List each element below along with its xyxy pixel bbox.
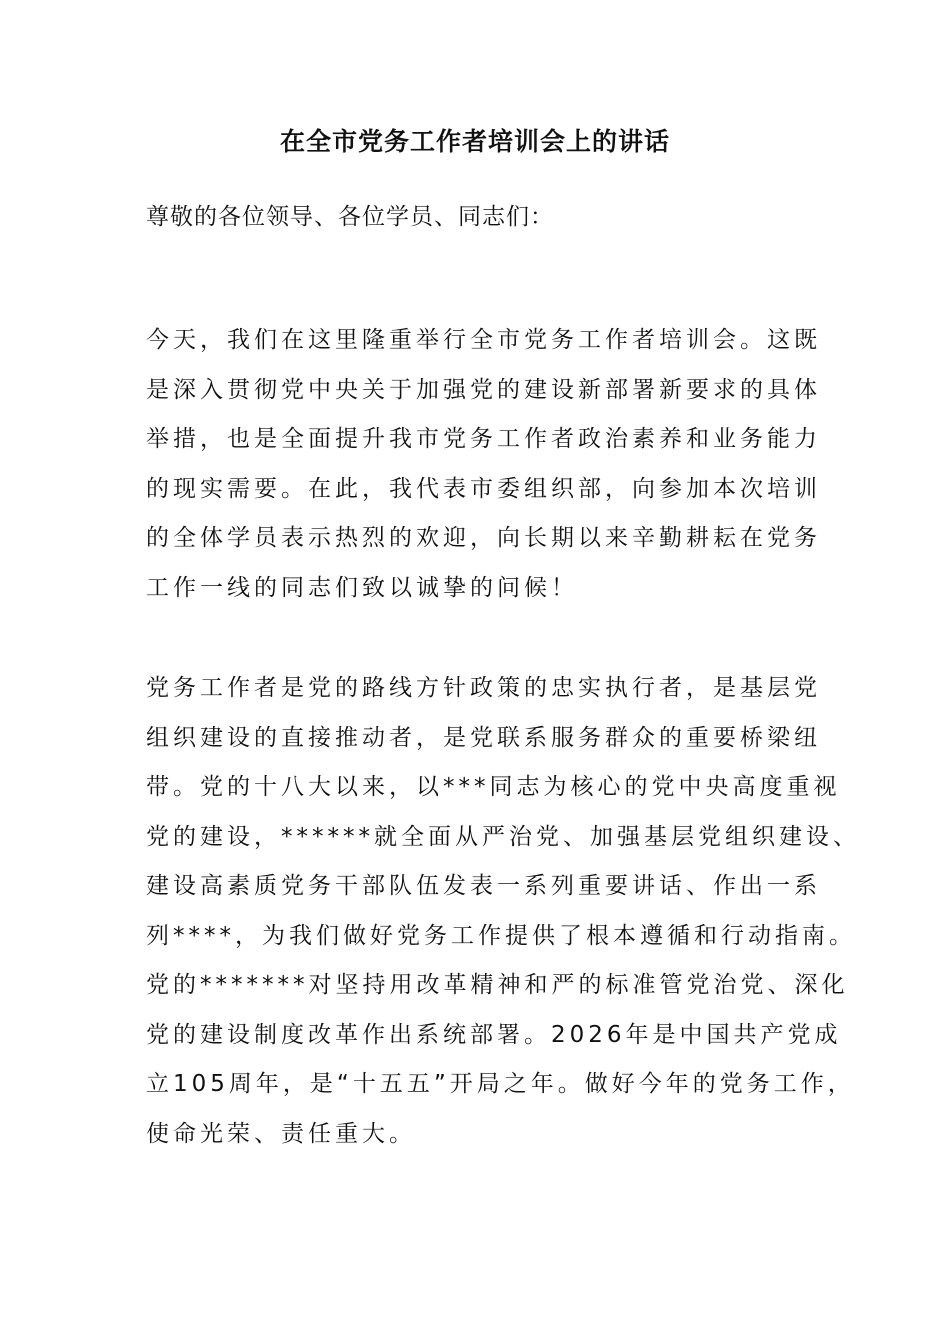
paragraph-line: 立105周年，是“十五五”开局之年。做好今年的党务工作， <box>146 1071 855 1097</box>
paragraph-line: 组织建设的直接推动者，是党联系服务群众的重要桥梁纽 <box>146 724 821 751</box>
paragraph-line: 列****，为我们做好党务工作提供了根本遵循和行动指南。 <box>146 922 856 949</box>
salutation: 尊敬的各位领导、各位学员、同志们： <box>146 204 554 230</box>
paragraph-line: 建设高素质党务干部队伍发表一系列重要讲话、作出一系 <box>146 873 821 899</box>
paragraph-line: 的全体学员表示热烈的欢迎，向长期以来辛勤耕耘在党务 <box>146 525 821 551</box>
paragraph-line: 党的*******对坚持用改革精神和严的标准管党治党、深化 <box>146 972 849 998</box>
paragraph-line: 党的建设，******就全面从严治党、加强基层党组织建设、 <box>146 823 860 850</box>
paragraph-1 <box>146 316 830 613</box>
paragraph-line: 今天，我们在这里隆重举行全市党务工作者培训会。这既 <box>146 327 821 353</box>
paragraph-line: 举措，也是全面提升我市党务工作者政治素养和业务能力 <box>146 426 821 452</box>
paragraph-line: 的现实需要。在此，我代表市委组织部，向参加本次培训 <box>146 475 821 502</box>
paragraph-line: 是深入贯彻党中央关于加强党的建设新部署新要求的具体 <box>146 376 821 403</box>
paragraph-line: 工作一线的同志们致以诚挚的问候！ <box>146 574 578 601</box>
paragraph-line: 党务工作者是党的路线方针政策的忠实执行者，是基层党 <box>146 675 821 701</box>
paragraph-line: 党的建设制度改革作出系统部署。2026年是中国共产党成 <box>146 1021 842 1048</box>
paragraph-line: 带。党的十八大以来，以***同志为核心的党中央高度重视 <box>146 774 841 800</box>
paragraph-2 <box>146 664 860 1159</box>
document-title: 在全市党务工作者培训会上的讲话 <box>279 127 670 156</box>
paragraph-line: 使命光荣、责任重大。 <box>146 1120 416 1147</box>
